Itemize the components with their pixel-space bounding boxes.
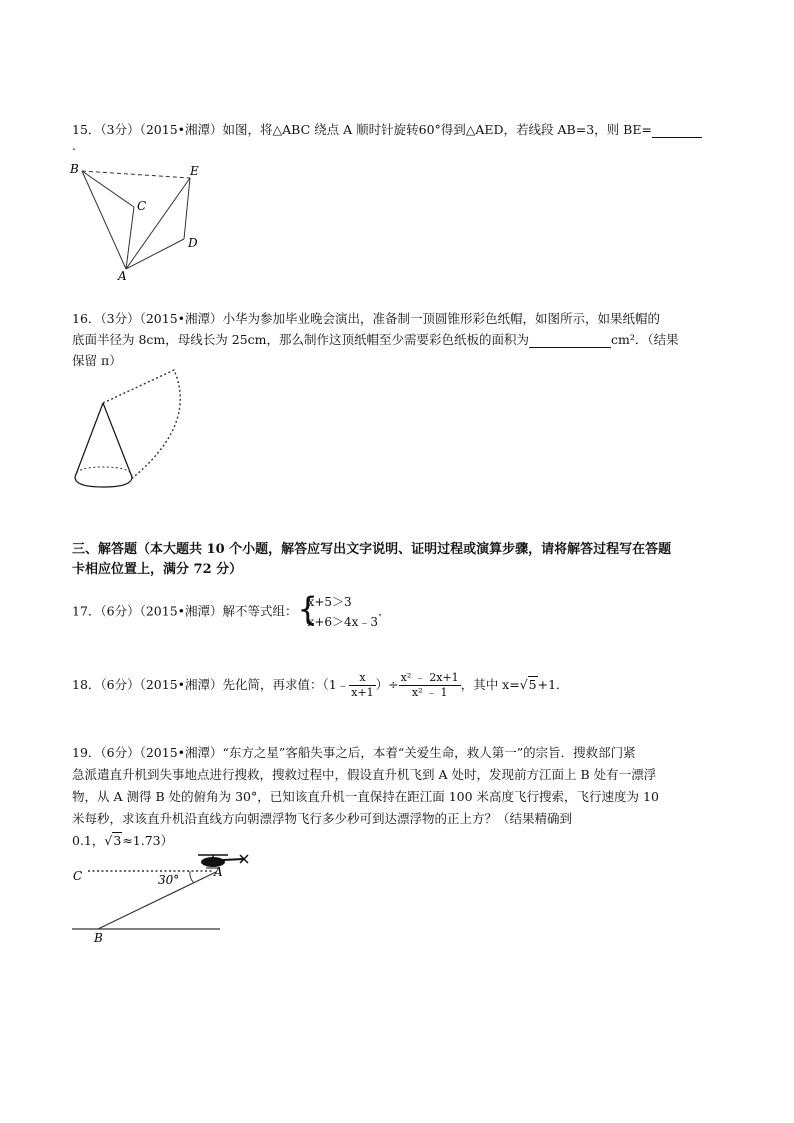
q17-suffix: ． (378, 603, 391, 619)
cone-right-edge (103, 403, 132, 477)
q15-text: 15．（3分）（2015•湘潭）如图，将△ABC 绕点 A 顺时针旋转60°得到△AED，若线段 AB=3，则 BE= (72, 122, 652, 137)
q16-answer-blank[interactable] (529, 332, 611, 348)
label-b: B (70, 162, 79, 176)
q19-line5 (72, 831, 173, 849)
label-d: D (188, 236, 198, 250)
cone-base-back (75, 467, 132, 477)
angle-arc (190, 871, 194, 883)
q19-line3: 物，从 A 测得 B 处的俯角为 30°，已知该直升机一直保持在距江面 100 米高度飞行搜索，飞行速度为 10 (72, 789, 659, 804)
brace-icon: { (297, 590, 318, 628)
q19-line1: 19．（6分）（2015•湘潭）“东方之星”客船失事之后，本着“关爱生命，救人第一”的宗旨．搜救部门紧 (72, 745, 636, 760)
q17-line (72, 592, 391, 632)
fraction-1 (349, 671, 375, 700)
cone-left-edge (75, 403, 103, 477)
da-segment (126, 239, 184, 269)
q18-line (72, 671, 569, 700)
q18-where: ，其中 x= (460, 677, 520, 692)
fraction-2-numerator: x² ﹣ 2x+1 (400, 671, 459, 684)
unrolled-sector-outline (103, 370, 180, 480)
be-dashed-segment (82, 171, 190, 178)
fraction-1-denominator: x+1 (351, 686, 374, 699)
q19-line5-end: ≈1.73） (122, 833, 174, 848)
label-c: C (137, 199, 147, 213)
q18-prefix: 18．（6分）（2015•湘潭）先化简，再求值：（1﹣ (72, 677, 350, 692)
label-a: A (118, 269, 127, 283)
label-b: B (94, 931, 103, 945)
section3-header-line1: 三、解答题（本大题共 10 个小题，解答应写出文字说明、证明过程或演算步骤，请将解答过程写在答题 (72, 542, 672, 557)
fraction-1-numerator: x (349, 671, 375, 686)
q16-line2-text: 底面半径为 8cm，母线长为 25cm，那么制作这顶纸帽至少需要彩色纸板的面积为 (72, 332, 530, 347)
inequality-system (298, 592, 379, 632)
q19-helicopter-figure (68, 850, 258, 950)
q19-line5-start: 0.1， (72, 833, 105, 848)
q16-cone-figure (70, 365, 190, 495)
fraction-2 (399, 671, 461, 700)
q16-line1: 16．（3分）（2015•湘潭）小华为参加毕业晚会演出，准备制一顶圆锥形彩色纸帽，如图所示，如果纸帽的 (72, 311, 661, 326)
q19-line2: 急派遣直升机到失事地点进行搜救，搜救过程中，假设直升机飞到 A 处时，发现前方江面上 B 处有一漂浮 (72, 767, 657, 782)
q18-mid: ）÷ (375, 677, 399, 692)
q15-answer-blank[interactable] (652, 122, 702, 138)
inequality-1: x+5＞3 (307, 595, 352, 609)
sqrt-3: √3 (104, 833, 122, 848)
q16-line2 (72, 330, 679, 348)
q17-prefix: 17．（6分）（2015•湘潭）解不等式组： (72, 603, 298, 619)
section3-header-line2: 卡相应位置上，满分 72 分） (72, 562, 243, 577)
q15-triangle-figure (66, 158, 216, 283)
sqrt-5: √5 (519, 677, 537, 692)
helicopter-icon (198, 855, 248, 868)
label-c: C (73, 869, 83, 883)
fraction-2-denominator: x² ﹣ 1 (411, 686, 448, 699)
sqrt-3-radicand: 3 (113, 833, 122, 848)
label-a: A (214, 865, 223, 879)
q19-line4: 米每秒，求该直升机沿直线方向朝漂浮物飞行多少秒可到达漂浮物的正上方？（结果精确到 (72, 811, 573, 826)
inequality-2: x+6＞4x﹣3 (307, 615, 379, 629)
sqrt-5-radicand: 5 (528, 677, 537, 692)
cone-base-front (75, 477, 132, 487)
ab-sightline (98, 872, 216, 929)
ed-segment (184, 178, 190, 239)
q16-line2-unit: cm²．（结果 (611, 332, 679, 347)
q16-line3: 保留 π） (72, 353, 122, 368)
label-angle-30: 30° (158, 873, 180, 887)
ea-segment (126, 178, 190, 269)
label-e: E (190, 164, 199, 178)
q15-tail: . (72, 138, 76, 153)
q15-text-line (72, 120, 702, 138)
q18-tail: +1． (537, 677, 569, 692)
